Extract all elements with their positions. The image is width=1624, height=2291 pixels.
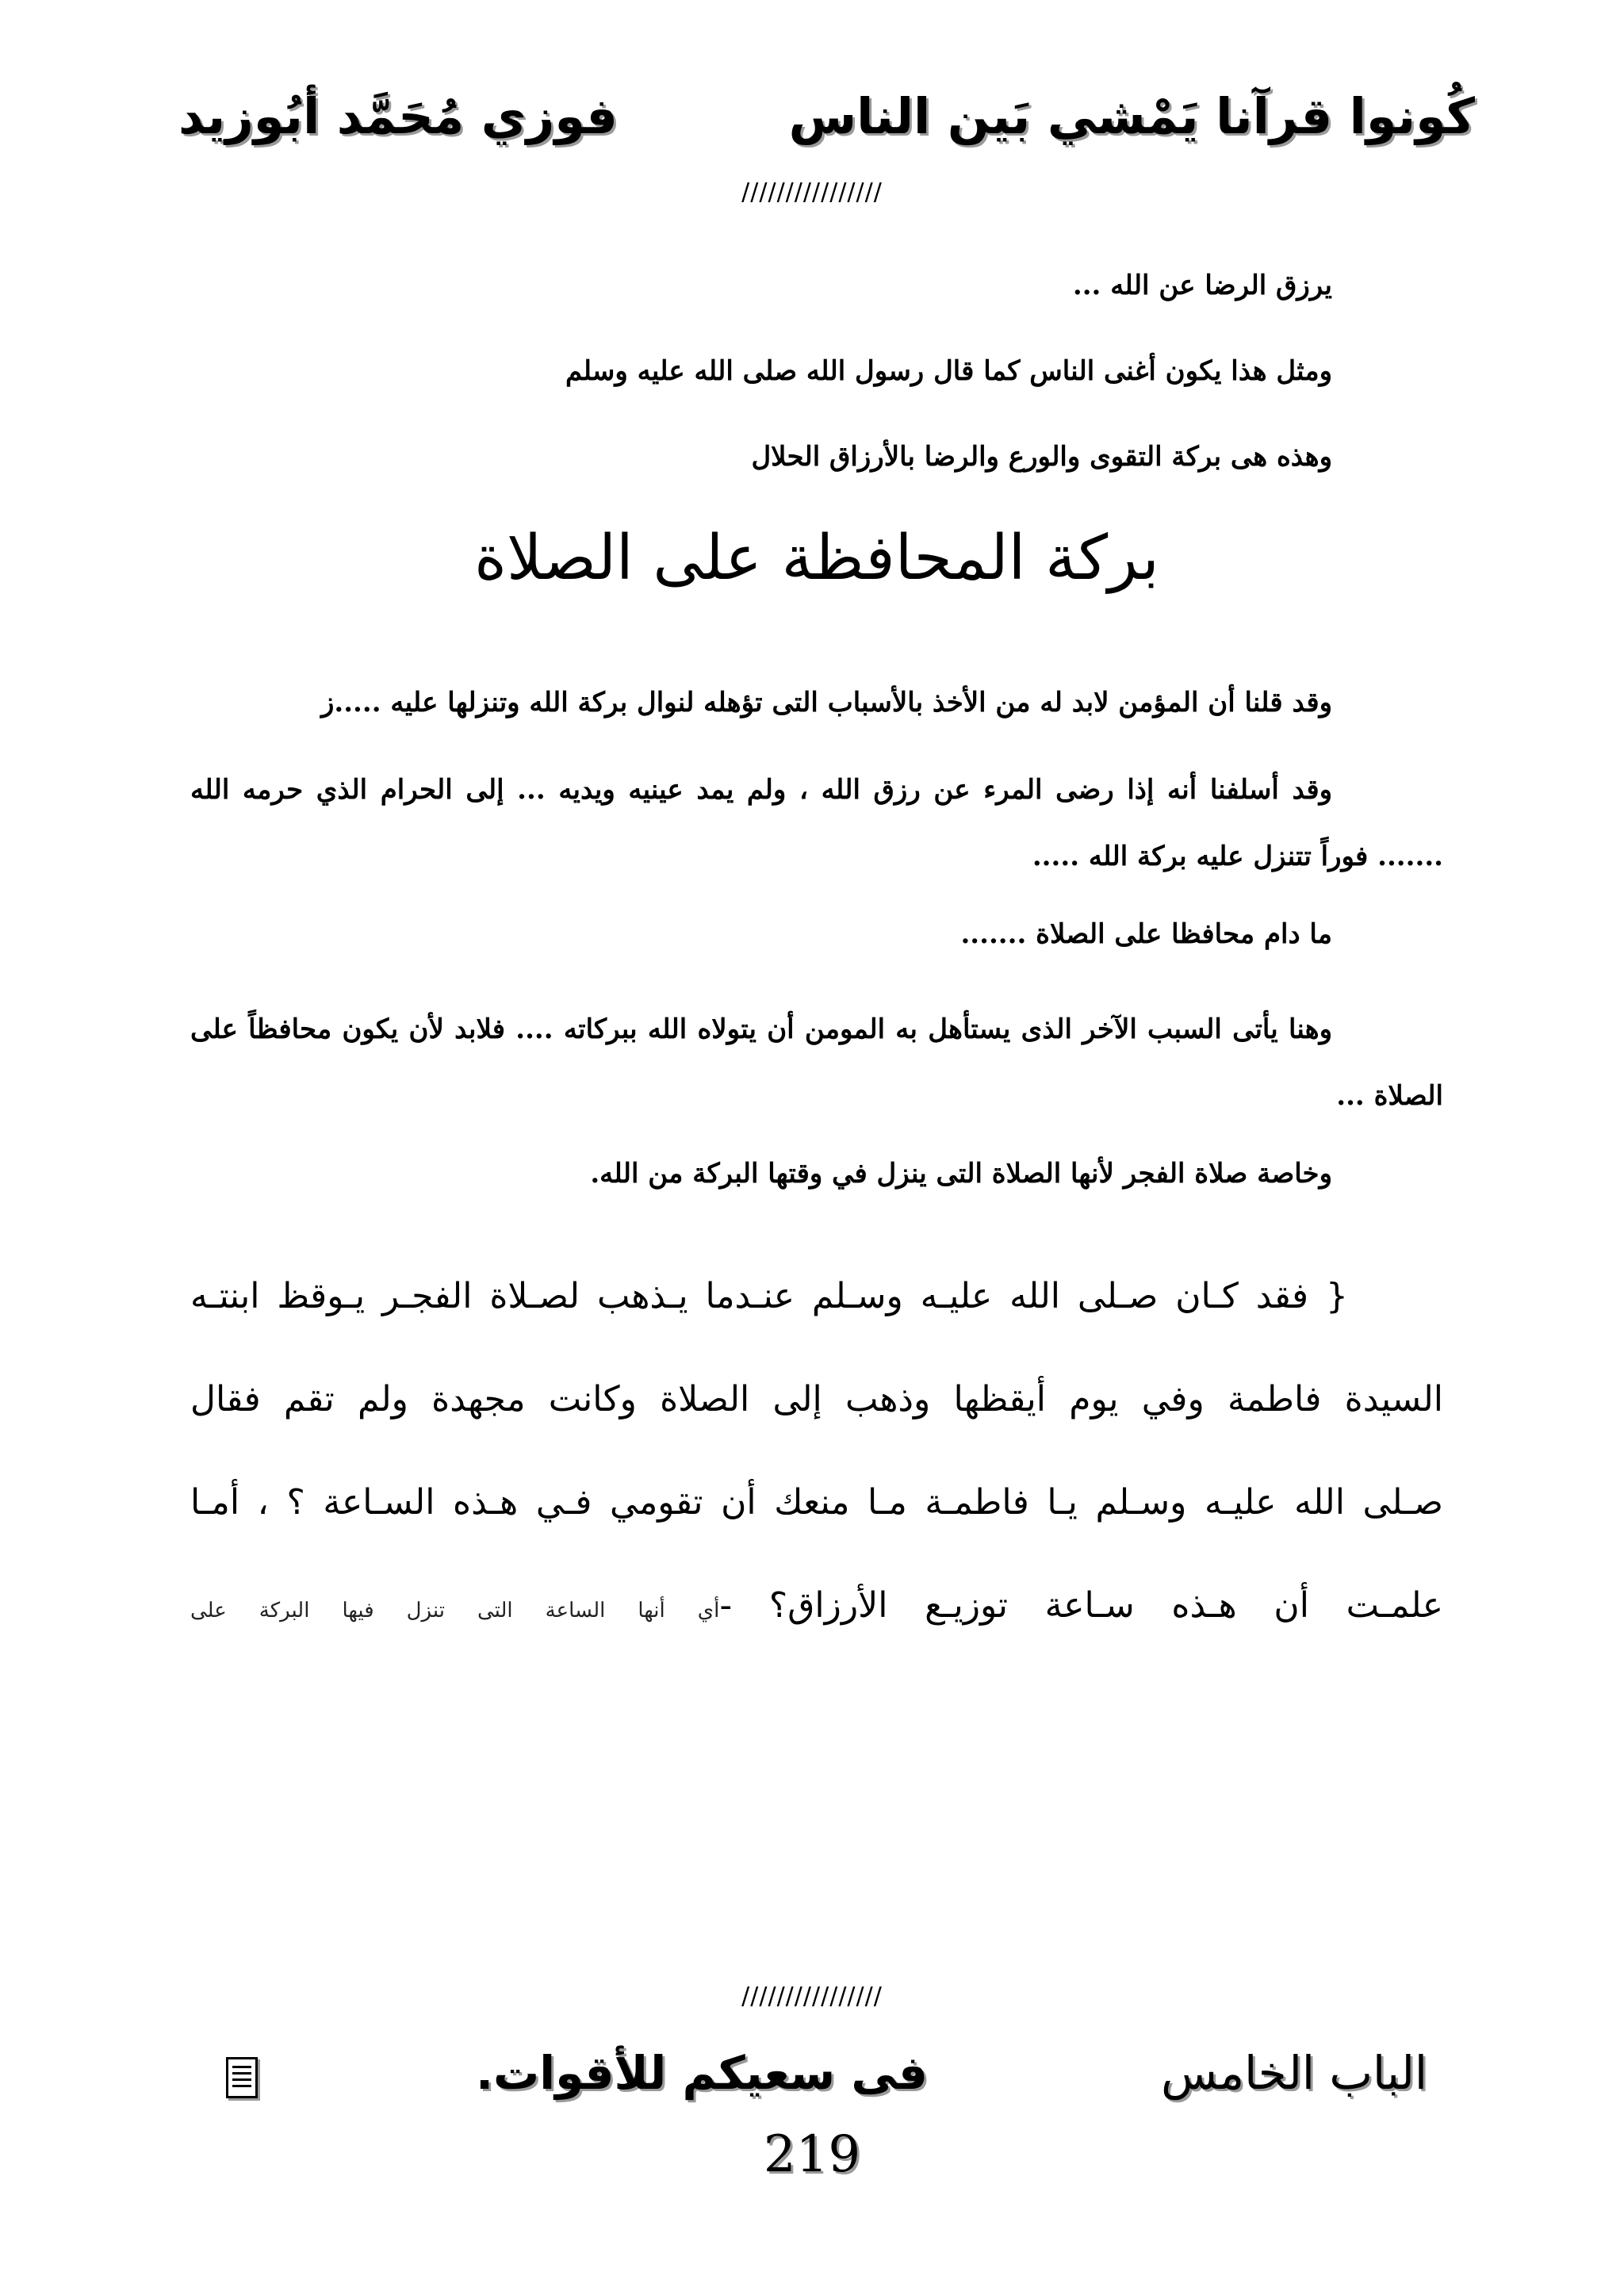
paragraph: وخاصة صلاة الفجر لأنها الصلاة التى ينزل في وقتها البركة من الله. [590, 1158, 1332, 1190]
quote-text: فقد كـان صـلى الله عليـه وسـلم عنـدما يـذهب لصـلاة الفجـر يـوقظ ابنتـه [190, 1276, 1309, 1316]
hadith-quote [190, 1245, 1443, 1662]
document-icon [226, 2057, 258, 2098]
footer-divider: //////////////// [741, 1983, 883, 2010]
chapter-tagline: فى سعيكم للأقوات. [475, 2046, 928, 2100]
paragraph: وقد قلنا أن المؤمن لابد له من الأخذ بالأسباب التى تؤهله لنوال بركة الله وتنزلها عليه .....ز [320, 687, 1332, 718]
intro-line: وهذه هى بركة التقوى والورع والرضا بالأرزاق الحلال [751, 441, 1332, 473]
quote-line: صـلى الله عليـه وسـلم يـا فاطمـة مـا منعك أن تقومي فـي هـذه السـاعة ؟ ، أمـا [190, 1482, 1443, 1523]
quote-note: أي أنها الساعة التى تنزل فيها البركة على [190, 1599, 720, 1622]
quote-open-brace: { [1326, 1276, 1348, 1316]
quote-text: علمـت أن هـذه سـاعة توزيـع الأرزاق؟ - [719, 1585, 1444, 1626]
header-divider: //////////////// [741, 178, 883, 206]
author-name: فوزي مُحَمَّد أبُوزيد [178, 87, 618, 145]
chapter-label: الباب الخامس [1161, 2046, 1427, 2100]
section-heading: بركة المحافظة على الصلاة [474, 523, 1159, 594]
quote-line [190, 1554, 1443, 1662]
paragraph: وقد أسلفنا أنه إذا رضى المرء عن رزق الله ، ولم يمد عينيه ويديه ... إلى الحرام الذي حرمه الله ....... فوراً تتنزل عليه بركة الله ..... [190, 774, 1443, 872]
body-text [190, 262, 1443, 1662]
paragraph: وهنا يأتى السبب الآخر الذى يستأهل به المومن أن يتولاه الله ببركاته .... فلابد لأن يكون محافظاً على الصلاة ... [190, 1013, 1443, 1112]
quote-line: السيدة فاطمة وفي يوم أيقظها وذهب إلى الصلاة وكانت مجهدة ولم تقم فقال [190, 1379, 1443, 1419]
page-number: 219 [763, 2125, 861, 2184]
paragraph: ما دام محافظا على الصلاة ....... [960, 918, 1332, 950]
book-title: كُونوا قرآنا يَمْشي بَين الناس [788, 87, 1475, 145]
quote-line [190, 1245, 1443, 1348]
intro-line: ومثل هذا يكون أغنى الناس كما قال رسول الله صلى الله عليه وسلم [565, 355, 1332, 387]
running-header [159, 87, 1475, 174]
intro-line: يرزق الرضا عن الله ... [1072, 270, 1332, 301]
